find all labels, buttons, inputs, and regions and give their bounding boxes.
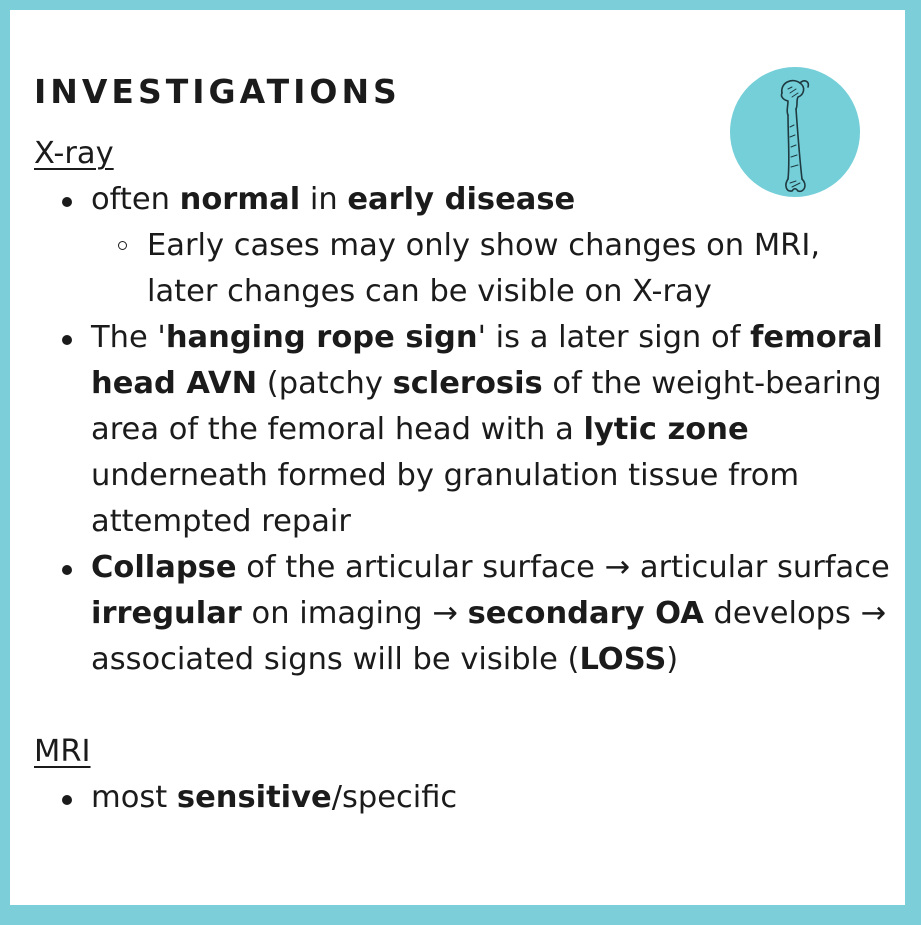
- list-item: [34, 775, 894, 821]
- mri-list: [34, 775, 894, 821]
- page-title: INVESTIGATIONS: [34, 72, 401, 111]
- investigations-content: [34, 131, 894, 821]
- bold-text: normal: [179, 182, 301, 217]
- section-spacer: [34, 683, 894, 729]
- mri-subheading: MRI: [34, 734, 91, 769]
- text: /specific: [331, 780, 458, 815]
- text: ' is a later sign of: [477, 320, 751, 355]
- xray-list: [34, 177, 894, 683]
- sub-list: [91, 223, 894, 315]
- text: develops → associated signs will be visible (: [91, 596, 887, 677]
- bold-text: sclerosis: [392, 366, 543, 401]
- bold-text: hanging rope sign: [165, 320, 478, 355]
- text: underneath formed by granulation tissue from attempted repair: [91, 458, 800, 539]
- note-card: [10, 10, 905, 905]
- text: most: [91, 780, 177, 815]
- bold-text: lytic zone: [583, 412, 749, 447]
- bold-text: early disease: [347, 182, 576, 217]
- text: in: [300, 182, 348, 217]
- bold-text: sensitive: [176, 780, 332, 815]
- bold-text: secondary OA: [467, 596, 704, 631]
- bold-text: Collapse: [91, 550, 237, 585]
- bold-text: irregular: [91, 596, 242, 631]
- text: often: [91, 182, 180, 217]
- text: ): [666, 642, 679, 677]
- text: of the articular surface → articular surface: [236, 550, 890, 585]
- bold-text: femoral head AVN: [91, 320, 883, 401]
- text: on imaging →: [241, 596, 468, 631]
- list-item: [34, 177, 894, 315]
- bold-text: LOSS: [579, 642, 667, 677]
- text: The ': [91, 320, 166, 355]
- text: of the weight-bearing area of the femoral head with a: [91, 366, 882, 447]
- list-item: [34, 315, 894, 545]
- sub-list-item: Early cases may only show changes on MRI, later changes can be visible on X-ray: [91, 223, 894, 315]
- text: (patchy: [257, 366, 393, 401]
- xray-subheading: X-ray: [34, 136, 114, 171]
- list-item: [34, 545, 894, 683]
